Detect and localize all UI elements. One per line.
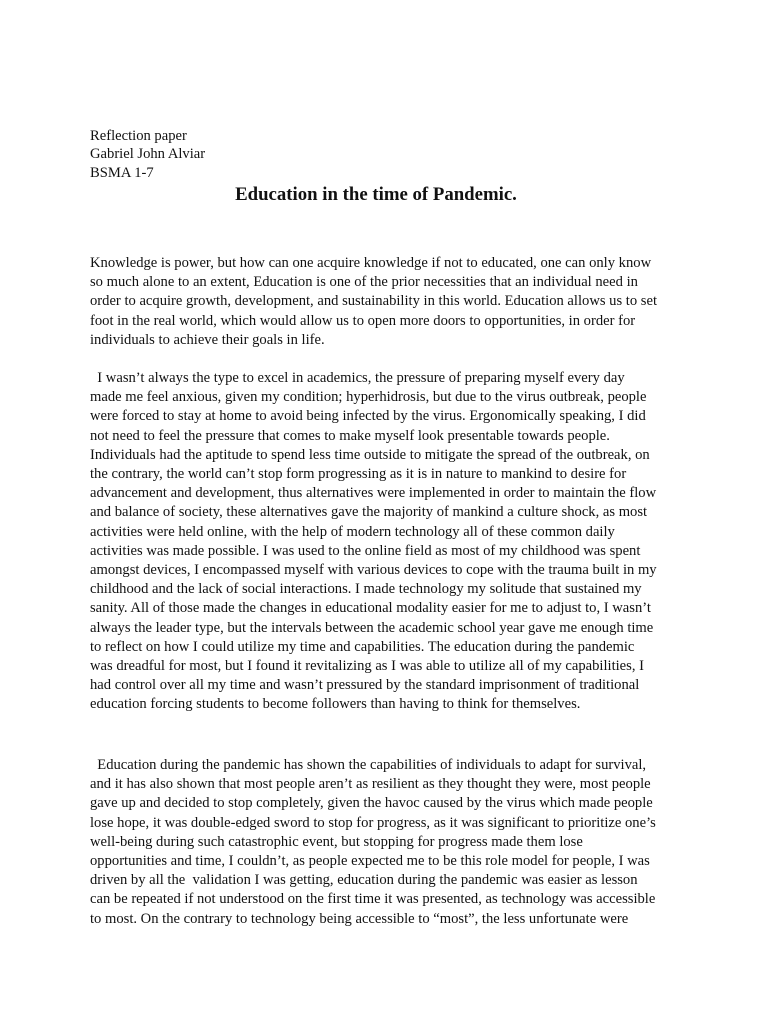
paragraph-line: had control over all my time and wasn’t pressured by the standard imprisonment of traditional: [90, 677, 640, 694]
paragraph-line: were forced to stay at home to avoid being infected by the virus. Ergonomically speaking, I did: [90, 408, 646, 425]
document-type-label: Reflection paper: [90, 128, 187, 144]
paragraph-line: not need to feel the pressure that comes to make myself look presentable towards people.: [90, 427, 610, 444]
document-header: [90, 127, 205, 182]
paragraph-line: Knowledge is power, but how can one acquire knowledge if not to educated, one can only know: [90, 255, 652, 271]
paragraph-line: activities were held online, with the help of modern technology all of these common daily: [90, 523, 615, 540]
paragraph-line: and balance of society, these alternatives gave the majority of mankind a culture shock, as most: [90, 504, 648, 521]
paragraph-line: always the leader type, but the intervals between the academic school year gave me enough time: [90, 619, 654, 636]
paragraph-line: can be repeated if not understood on the first time it was presented, as technology was accessible: [90, 891, 656, 908]
paragraph-line: education forcing students to become followers than having to think for themselves.: [90, 696, 581, 713]
paragraph-line: foot in the real world, which would allow us to open more doors to opportunities, in order for: [90, 312, 636, 329]
paragraph-line: sanity. All of those made the changes in educational modality easier for me to adjust to, I wasn’t: [90, 600, 651, 617]
body-paragraph-1: [90, 254, 680, 350]
body-paragraph-2: [90, 369, 680, 715]
paragraph-line: and it has also shown that most people aren’t as resilient as they thought they were, most people: [90, 776, 651, 793]
paragraph-line: order to acquire growth, development, and sustainability in this world. Education allows us to set: [90, 293, 658, 310]
author-name: Gabriel John Alviar: [90, 146, 206, 163]
paragraph-line: to most. On the contrary to technology being accessible to “most”, the less unfortunate were: [90, 910, 629, 927]
paragraph-line: advancement and development, thus alternatives were implemented in order to maintain the flow: [90, 485, 657, 502]
paragraph-line: childhood and the lack of social interactions. I made technology my solitude that sustained my: [90, 581, 642, 598]
paragraph-line: the contrary, the world can’t stop form progressing as it is in nature to mankind to desire for: [90, 466, 627, 483]
paragraph-line: so much alone to an extent, Education is one of the prior necessities that an individual need in: [90, 274, 638, 291]
paragraph-line: individuals to achieve their goals in life.: [90, 331, 325, 348]
paragraph-line: opportunities and time, I couldn’t, as people expected me to be this role model for people, I was: [90, 853, 650, 870]
section-label: BSMA 1-7: [90, 164, 154, 181]
paragraph-line: to reflect on how I could utilize my time and capabilities. The education during the pandemic: [90, 638, 635, 655]
paragraph-line: made me feel anxious, given my condition; hyperhidrosis, but due to the virus outbreak, people: [90, 389, 647, 406]
paragraph-line: driven by all the validation I was getting, education during the pandemic was easier as lesson: [90, 872, 638, 889]
paragraph-line: lose hope, it was double-edged sword to stop for progress, as it was significant to prioritize one’s: [90, 814, 656, 831]
paragraph-line: I wasn’t always the type to excel in academics, the pressure of preparing myself every day: [90, 370, 625, 386]
paragraph-line: Individuals had the aptitude to spend less time outside to mitigate the spread of the outbreak, on: [90, 446, 650, 463]
paragraph-line: Education during the pandemic has shown the capabilities of individuals to adapt for survival,: [90, 757, 647, 773]
paragraph-line: activities was made possible. I was used to the online field as most of my childhood was spent: [90, 542, 641, 559]
paragraph-line: amongst devices, I encompassed myself with various devices to cope with the trauma built in my: [90, 562, 657, 579]
paragraph-line: was dreadful for most, but I found it revitalizing as I was able to utilize all of my capabilities, I: [90, 658, 644, 675]
body-paragraph-3: [90, 756, 680, 929]
document-title: Education in the time of Pandemic.: [235, 184, 517, 205]
paragraph-line: gave up and decided to stop completely, given the havoc caused by the virus which made people: [90, 795, 653, 812]
paragraph-line: well-being during such catastrophic event, but stopping for progress made them lose: [90, 833, 583, 850]
